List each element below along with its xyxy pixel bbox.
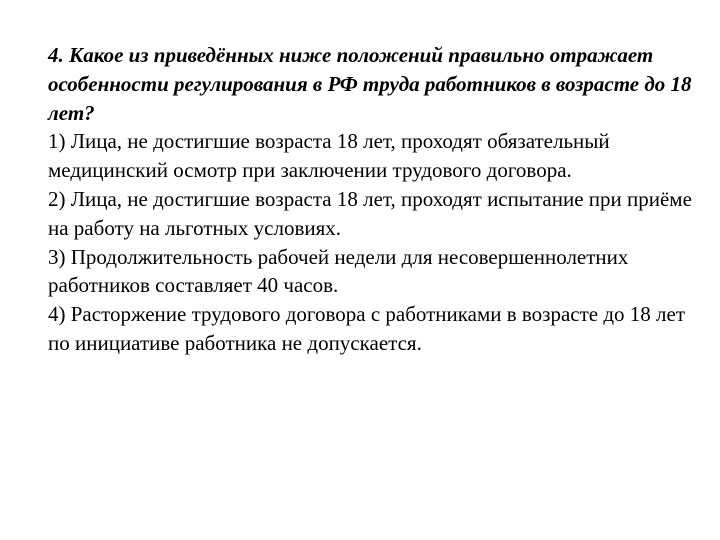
answer-option-3: 3) Продолжительность рабочей недели для несовершеннолетних работников составляет 40 часов.	[48, 244, 629, 298]
question-block	[48, 41, 698, 358]
answer-option-4: 4) Расторжение трудового договора с работниками в возрасте до 18 лет по инициативе работника не допускается.	[48, 302, 686, 355]
question-text: 4. Какое из приведённых ниже положений правильно отражает особенности регулирования в РФ труда работников в возрасте до 18 лет?	[48, 43, 692, 125]
answer-option-1: 1) Лица, не достигшие возраста 18 лет, проходят обязательный медицинский осмотр при заключении трудового договора.	[48, 129, 610, 183]
answer-option-2: 2) Лица, не достигшие возраста 18 лет, проходят испытание при приёме на работу на льготных условиях.	[48, 186, 692, 240]
